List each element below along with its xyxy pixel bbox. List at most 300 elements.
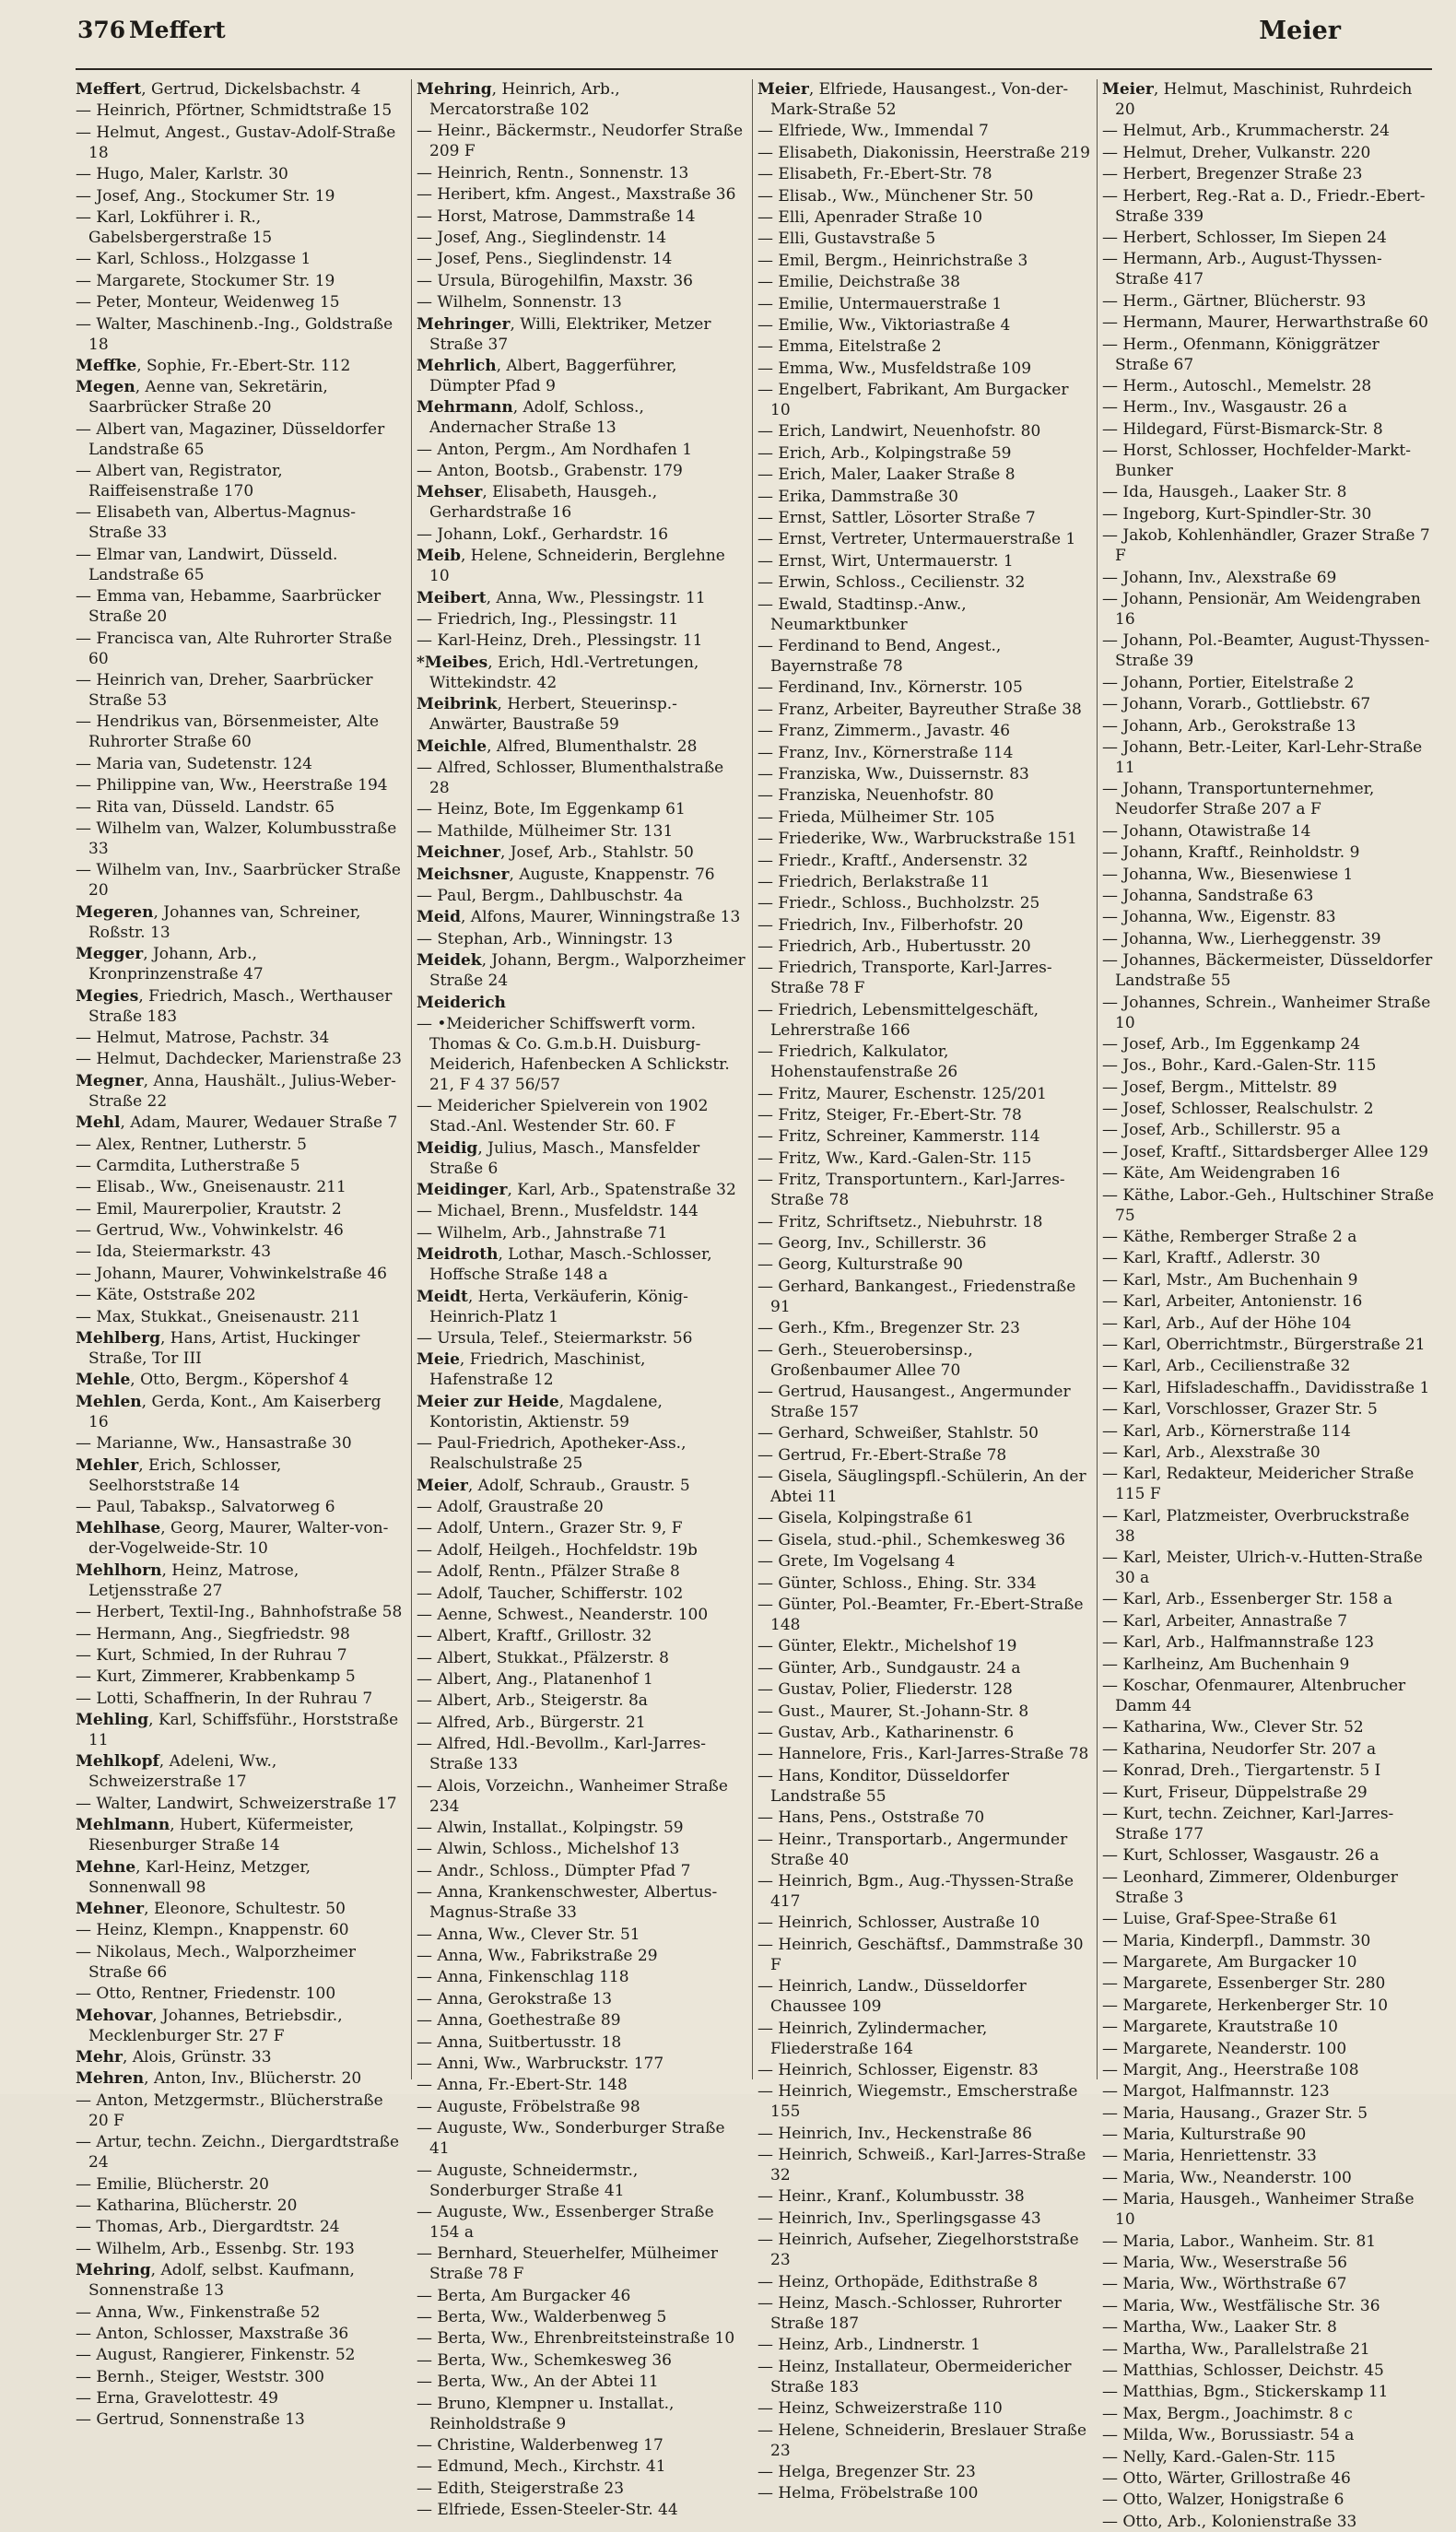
- directory-entry: — Ursula, Bürogehilfin, Maxstr. 36: [417, 271, 693, 290]
- directory-entry: Mehlhase, Georg, Maurer, Walter-von-der-Vogelweide-Str. 10: [76, 1519, 389, 1559]
- directory-entry: Mehlen, Gerda, Kont., Am Kaiserberg 16: [76, 1392, 382, 1431]
- directory-entry: — Herm., Autoschl., Memelstr. 28: [1102, 376, 1372, 395]
- directory-entry: — Karl, Vorschlosser, Grazer Str. 5: [1102, 1400, 1378, 1419]
- directory-entry: — Karl, Hifsladeschaffn., Davidisstraße 1: [1102, 1378, 1430, 1397]
- directory-entry: — Heinrich van, Dreher, Saarbrücker Straße 53: [76, 671, 373, 711]
- directory-entry: — Johannes, Schrein., Wanheimer Straße 10: [1102, 993, 1431, 1032]
- directory-entry: Meier, Adolf, Schraub., Graustr. 5: [417, 1476, 690, 1495]
- directory-entry: — Gertrud, Hausangest., Angermunder Straße 157: [757, 1382, 1071, 1421]
- directory-entry: — Bernhard, Steuerhelfer, Mülheimer Straße 78 F: [417, 2244, 719, 2284]
- directory-entry: — Andr., Schloss., Dümpter Pfad 7: [417, 1861, 691, 1880]
- directory-entry: — Gisela, Kolpingstraße 61: [757, 1509, 974, 1528]
- directory-entry: — Heinz, Arb., Lindnerstr. 1: [757, 2336, 981, 2355]
- directory-entry: — Karl, Arb., Körnerstraße 114: [1102, 1421, 1351, 1441]
- directory-entry: — Walter, Maschinenb.-Ing., Goldstraße 18: [76, 314, 393, 354]
- directory-entry: — Leonhard, Zimmerer, Oldenburger Straße 3: [1102, 1867, 1398, 1907]
- directory-entry: — Stephan, Arb., Winningstr. 13: [417, 929, 674, 948]
- directory-entry: — Adolf, Rentn., Pfälzer Straße 8: [417, 1562, 680, 1582]
- directory-entry: Mehner, Eleonore, Schultestr. 50: [76, 1900, 346, 1919]
- directory-entry: — Franz, Zimmerm., Javastr. 46: [757, 722, 1011, 741]
- directory-entry: — Anna, Gerokstraße 13: [417, 1989, 613, 2008]
- directory-entry: Megen, Aenne van, Sekretärin, Saarbrücker Straße 20: [76, 378, 328, 418]
- directory-entry: — Kurt, techn. Zeichner, Karl-Jarres-Straße 177: [1102, 1805, 1394, 1843]
- directory-entry: — Ferdinand to Bend, Angest., Bayernstraße 78: [757, 636, 1002, 676]
- directory-entry: — Matthias, Schlosser, Deichstr. 45: [1102, 2361, 1384, 2380]
- directory-entry: — Josef, Schlosser, Realschulstr. 2: [1102, 1100, 1374, 1119]
- directory-entry: — Ursula, Telef., Steiermarkstr. 56: [417, 1329, 693, 1348]
- directory-entry: — Anton, Metzgermstr., Blücherstraße 20 F: [76, 2090, 383, 2130]
- directory-entry: Meidek, Johann, Bergm., Walporzheimer Straße 24: [417, 951, 746, 991]
- directory-entry: — Karl, Oberrichtmstr., Bürgerstraße 21: [1102, 1335, 1426, 1354]
- directory-entry: — Friedrich, Arb., Hubertusstr. 20: [757, 937, 1031, 957]
- directory-entry: — Anna, Ww., Fabrikstraße 29: [417, 1947, 658, 1965]
- directory-entry: — Edith, Steigerstraße 23: [417, 2479, 625, 2498]
- directory-entry: Mehser, Elisabeth, Hausgeh., Gerhardstraße 16: [417, 483, 658, 523]
- directory-entry: — Helma, Fröbelstraße 100: [757, 2484, 979, 2503]
- directory-entry: — Anton, Schlosser, Maxstraße 36: [76, 2324, 349, 2343]
- directory-entry: — Gustav, Polier, Fliederstr. 128: [757, 1680, 1013, 1700]
- directory-entry: Mehring, Adolf, selbst. Kaufmann, Sonnenstraße 13: [76, 2261, 355, 2301]
- directory-entry: — Carmdita, Lutherstraße 5: [76, 1156, 300, 1175]
- directory-entry: — Maria, Ww., Westfälische Str. 36: [1102, 2296, 1380, 2315]
- directory-entry: Meie, Friedrich, Maschinist, Hafenstraße 12: [417, 1350, 646, 1390]
- directory-entry: — Elmar van, Landwirt, Düsseld. Landstraße 65: [76, 545, 338, 584]
- directory-entry: — Alwin, Schloss., Michelshof 13: [417, 1840, 680, 1859]
- directory-entry: Meffert, Gertrud, Dickelsbachstr. 4: [76, 80, 361, 99]
- directory-entry: — Koschar, Ofenmaurer, Altenbrucher Damm 44: [1102, 1677, 1406, 1716]
- directory-entry: — Käthe, Remberger Straße 2 a: [1102, 1228, 1357, 1247]
- directory-entry: — Johann, Pensionär, Am Weidengraben 16: [1102, 590, 1421, 630]
- directory-entry: Meibert, Anna, Ww., Plessingstr. 11: [417, 588, 706, 607]
- directory-entry: Mehren, Anton, Inv., Blücherstr. 20: [76, 2069, 362, 2089]
- directory-entry: — Heinz, Schweizerstraße 110: [757, 2399, 1003, 2419]
- directory-entry: Meier, Helmut, Maschinist, Ruhrdeich 20: [1102, 80, 1413, 119]
- directory-entry: — August, Rangierer, Finkenstr. 52: [76, 2346, 356, 2365]
- directory-entry: — Helene, Schneiderin, Breslauer Straße 23: [757, 2420, 1087, 2460]
- directory-entry: — Fritz, Ww., Kard.-Galen-Str. 115: [757, 1148, 1032, 1168]
- directory-entry: — Bruno, Klempner u. Installat., Reinholdstraße 9: [417, 2394, 675, 2433]
- directory-entry: — Heinrich, Landw., Düsseldorfer Chaussee 109: [757, 1977, 1027, 2017]
- directory-entry: Meier, Elfriede, Hausangest., Von-der-Mark-Straße 52: [757, 80, 1069, 119]
- directory-entry: — Anna, Finkenschlag 118: [417, 1968, 629, 1987]
- directory-entry: — Elisabeth, Diakonissin, Heerstraße 219: [757, 143, 1091, 162]
- directory-entry: — Alex, Rentner, Lutherstr. 5: [76, 1135, 307, 1154]
- directory-entry: — Elisab., Ww., Gneisenaustr. 211: [76, 1178, 346, 1197]
- directory-entry: Mehle, Otto, Bergm., Köpershof 4: [76, 1371, 349, 1390]
- directory-entry: — Otto, Arb., Kolonienstraße 33: [1102, 2512, 1357, 2531]
- directory-entry: Mehrlich, Albert, Baggerführer, Dümpter Pfad 9: [417, 356, 677, 395]
- directory-entry: — Karl, Kraftf., Adlerstr. 30: [1102, 1249, 1321, 1268]
- directory-entry: — Lotti, Schaffnerin, In der Ruhrau 7: [76, 1689, 373, 1708]
- directory-entry: — Franziska, Neuenhofstr. 80: [757, 786, 994, 806]
- directory-entry: — Auguste, Ww., Essenberger Straße 154 a: [417, 2202, 714, 2242]
- directory-entry: — Heinrich, Pförtner, Schmidtstraße 15: [76, 101, 393, 121]
- directory-entry: — Herm., Gärtner, Blücherstr. 93: [1102, 291, 1367, 311]
- directory-entry: — Emilie, Ww., Viktoriastraße 4: [757, 315, 1011, 335]
- directory-entry: — Peter, Monteur, Weidenweg 15: [76, 293, 340, 312]
- directory-entry: — Franziska, Ww., Duissernstr. 83: [757, 764, 1029, 783]
- directory-entry: — Friedrich, Kalkulator, Hohenstaufenstraße 26: [757, 1042, 958, 1082]
- directory-entry: — Martha, Ww., Parallelstraße 21: [1102, 2339, 1370, 2359]
- directory-entry: — Heinz, Bote, Im Eggenkamp 61: [417, 800, 686, 819]
- directory-entry: — Emil, Maurerpolier, Krautstr. 2: [76, 1199, 342, 1219]
- directory-entry: — Karl, Arb., Essenberger Str. 158 a: [1102, 1590, 1393, 1609]
- directory-entry: — Elfriede, Essen-Steeler-Str. 44: [417, 2501, 678, 2520]
- directory-entry: Meiderich: [417, 993, 506, 1012]
- directory-entry: Mehler, Erich, Schlosser, Seelhorststraße 14: [76, 1455, 282, 1495]
- directory-entry: — Josef, Ang., Sieglindenstr. 14: [417, 228, 667, 247]
- directory-entry: — Johann, Pol.-Beamter, August-Thyssen-Straße 39: [1102, 631, 1430, 671]
- directory-entry: — Wilhelm van, Inv., Saarbrücker Straße 20: [76, 861, 401, 901]
- directory-entry: — Emilie, Deichstraße 38: [757, 273, 960, 292]
- directory-entry: — Milda, Ww., Borussiastr. 54 a: [1102, 2426, 1355, 2445]
- directory-column-1: [76, 79, 405, 2430]
- directory-entry: — Herbert, Bregenzer Straße 23: [1102, 165, 1363, 184]
- directory-entry: Meichle, Alfred, Blumenthalstr. 28: [417, 736, 698, 756]
- directory-entry: — Emil, Bergm., Heinrichstraße 3: [757, 251, 1028, 270]
- directory-entry: Mehrmann, Adolf, Schloss., Andernacher Straße 13: [417, 398, 644, 438]
- directory-entry: Mehr, Alois, Grünstr. 33: [76, 2048, 272, 2067]
- directory-entry: — Anton, Pergm., Am Nordhafen 1: [417, 440, 693, 459]
- directory-entry: — Georg, Kulturstraße 90: [757, 1255, 963, 1275]
- directory-entry: — Karlheinz, Am Buchenhain 9: [1102, 1655, 1350, 1674]
- directory-entry: — Adolf, Heilgeh., Hochfeldstr. 19b: [417, 1540, 698, 1560]
- directory-entry: — Ernst, Wirt, Untermauerstr. 1: [757, 551, 1014, 571]
- directory-entry: — Auguste, Fröbelstraße 98: [417, 2097, 640, 2116]
- directory-entry: — Adolf, Graustraße 20: [417, 1497, 604, 1516]
- directory-entry: — Adolf, Taucher, Schifferstr. 102: [417, 1584, 684, 1603]
- directory-entry: — Heinrich, Inv., Sperlingsgasse 43: [757, 2208, 1041, 2228]
- directory-entry: — Johann, Kraftf., Reinholdstr. 9: [1102, 843, 1360, 863]
- directory-entry: — Anna, Suitbertusstr. 18: [417, 2032, 622, 2052]
- directory-entry: — Berta, Ww., Walderbenweg 5: [417, 2308, 667, 2327]
- directory-entry: Meidroth, Lothar, Masch.-Schlosser, Hoffsche Straße 148 a: [417, 1245, 712, 1285]
- directory-entry: Megies, Friedrich, Masch., Werthauser Straße 183: [76, 986, 393, 1026]
- directory-entry: — Herbert, Reg.-Rat a. D., Friedr.-Ebert-Straße 339: [1102, 186, 1426, 226]
- directory-entry: — Friedrich, Ing., Plessingstr. 11: [417, 610, 679, 630]
- directory-entry: — Helmut, Dachdecker, Marienstraße 23: [76, 1050, 402, 1069]
- directory-entry: — Johann, Maurer, Vohwinkelstraße 46: [76, 1264, 387, 1283]
- directory-entry: — Josef, Ang., Stockumer Str. 19: [76, 186, 335, 206]
- directory-entry: — Gisela, Säuglingspfl.-Schülerin, An der Abtei 11: [757, 1467, 1086, 1507]
- directory-entry: — Karl, Lokführer i. R., Gabelsbergerstraße 15: [76, 207, 273, 247]
- directory-entry: Meidt, Herta, Verkäuferin, König-Heinrich-Platz 1: [417, 1287, 688, 1326]
- directory-entry: — Christine, Walderbenweg 17: [417, 2436, 663, 2455]
- directory-entry: — Grete, Im Vogelsang 4: [757, 1552, 956, 1572]
- directory-entry: — Helga, Bregenzer Str. 23: [757, 2462, 976, 2481]
- directory-entry: — Josef, Kraftf., Sittardsberger Allee 129: [1102, 1142, 1428, 1161]
- directory-entry: — Emma, Ww., Musfeldstraße 109: [757, 359, 1032, 378]
- directory-entry: — Nikolaus, Mech., Walporzheimer Straße 66: [76, 1942, 356, 1982]
- header-rule: [76, 68, 1432, 70]
- directory-entry: — Johann, Vorarb., Gottliebstr. 67: [1102, 695, 1371, 714]
- directory-entry: — Horst, Matrose, Dammstraße 14: [417, 206, 696, 226]
- directory-entry: — Hugo, Maler, Karlstr. 30: [76, 165, 288, 184]
- directory-entry: — Konrad, Dreh., Tiergartenstr. 5 I: [1102, 1761, 1381, 1781]
- directory-entry: — Heinrich, Bgm., Aug.-Thyssen-Straße 417: [757, 1871, 1074, 1911]
- directory-entry: Meier zur Heide, Magdalene, Kontoristin, Aktienstr. 59: [417, 1392, 663, 1431]
- directory-entry: — Hermann, Ang., Siegfriedstr. 98: [76, 1624, 350, 1643]
- directory-entry: — Berta, Ww., An der Abtei 11: [417, 2373, 659, 2392]
- directory-entry: — Erika, Dammstraße 30: [757, 487, 958, 506]
- directory-entry: — Fritz, Schreiner, Kammerstr. 114: [757, 1127, 1040, 1147]
- directory-entry: — Friedrich, Berlakstraße 11: [757, 872, 991, 891]
- directory-entry: — Erich, Arb., Kolpingstraße 59: [757, 443, 1012, 463]
- directory-entry: — Heinrich, Rentn., Sonnenstr. 13: [417, 163, 689, 183]
- directory-entry: Mehlkopf, Adeleni, Ww., Schweizerstraße 17: [76, 1752, 277, 1792]
- directory-entry: — Nelly, Kard.-Galen-Str. 115: [1102, 2447, 1336, 2467]
- directory-entry: — Maria, Labor., Wanheim. Str. 81: [1102, 2232, 1377, 2251]
- directory-entry: — Günter, Pol.-Beamter, Fr.-Ebert-Straße 148: [757, 1596, 1084, 1635]
- directory-entry: — Friedrich, Transporte, Karl-Jarres-Straße 78 F: [757, 959, 1052, 998]
- directory-entry: — Karl, Arbeiter, Antonienstr. 16: [1102, 1292, 1363, 1312]
- directory-entry: — Max, Stukkat., Gneisenaustr. 211: [76, 1307, 361, 1326]
- directory-entry: — Katharina, Ww., Clever Str. 52: [1102, 1718, 1364, 1737]
- directory-entry: — Ingeborg, Kurt-Spindler-Str. 30: [1102, 504, 1372, 524]
- directory-entry: Mehling, Karl, Schiffsführ., Horststraße 11: [76, 1711, 399, 1750]
- directory-entry: — Franz, Inv., Körnerstraße 114: [757, 743, 1014, 762]
- directory-entry: — Johanna, Sandstraße 63: [1102, 886, 1314, 905]
- directory-entry: — Heinrich, Geschäftsf., Dammstraße 30 F: [757, 1935, 1084, 1974]
- directory-entry: — Heinrich, Schlosser, Eigenstr. 83: [757, 2060, 1039, 2079]
- directory-entry: — Hans, Pens., Oststraße 70: [757, 1808, 985, 1828]
- directory-entry: — Katharina, Blücherstr. 20: [76, 2196, 298, 2215]
- directory-entry: Mehl, Adam, Maurer, Wedauer Straße 7: [76, 1113, 398, 1133]
- directory-entry: Megeren, Johannes van, Schreiner, Roßstr. 13: [76, 902, 361, 942]
- directory-entry: Meid, Alfons, Maurer, Winningstraße 13: [417, 908, 741, 927]
- directory-entry: — Elisabeth van, Albertus-Magnus-Straße 33: [76, 503, 356, 543]
- directory-entry: — Luise, Graf-Spee-Straße 61: [1102, 1910, 1339, 1929]
- directory-entry: — Wilhelm, Arb., Essenbg. Str. 193: [76, 2239, 355, 2258]
- directory-entry: — Gerh., Kfm., Bregenzer Str. 23: [757, 1319, 1020, 1338]
- directory-entry: — Ewald, Stadtinsp.-Anw., Neumarktbunker: [757, 595, 967, 634]
- directory-entry: — Katharina, Neudorfer Str. 207 a: [1102, 1739, 1377, 1759]
- directory-entry: — Heinrich, Inv., Heckenstraße 86: [757, 2124, 1032, 2143]
- directory-entry: — Albert, Kraftf., Grillostr. 32: [417, 1627, 652, 1646]
- directory-entry: — Herbert, Textil-Ing., Bahnhofstraße 58: [76, 1603, 403, 1622]
- directory-entry: Mehlmann, Hubert, Küfermeister, Riesenburger Straße 14: [76, 1816, 355, 1855]
- directory-entry: — Erich, Maler, Laaker Straße 8: [757, 465, 1016, 485]
- directory-entry: Meffke, Sophie, Fr.-Ebert-Str. 112: [76, 356, 351, 375]
- directory-entry: — Engelbert, Fabrikant, Am Burgacker 10: [757, 381, 1069, 420]
- directory-entry: — Bernh., Steiger, Weststr. 300: [76, 2367, 324, 2386]
- directory-entry: — Albert van, Registrator, Raiffeisenstraße 170: [76, 462, 283, 501]
- directory-entry: — Ferdinand, Inv., Körnerstr. 105: [757, 678, 1023, 698]
- directory-entry: — Emma van, Hebamme, Saarbrücker Straße 20: [76, 587, 382, 627]
- directory-entry: — Maria, Hausang., Grazer Str. 5: [1102, 2103, 1368, 2123]
- directory-entry: — Emma, Eitelstraße 2: [757, 337, 942, 357]
- directory-entry: — Walter, Landwirt, Schweizerstraße 17: [76, 1794, 397, 1813]
- directory-entry: — Maria, Ww., Neanderstr. 100: [1102, 2168, 1352, 2187]
- directory-entry: — Philippine van, Ww., Heerstraße 194: [76, 776, 388, 795]
- directory-entry: — Hans, Konditor, Düsseldorfer Landstraße 55: [757, 1766, 1009, 1806]
- directory-entry: — Johannes, Bäckermeister, Düsseldorfer Landstraße 55: [1102, 951, 1433, 991]
- directory-entry: — Margit, Ang., Heerstraße 108: [1102, 2060, 1359, 2079]
- directory-entry: — Elfriede, Ww., Immendal 7: [757, 122, 989, 141]
- directory-entry: — Johanna, Ww., Eigenstr. 83: [1102, 908, 1336, 927]
- directory-entry: — Elli, Apenrader Straße 10: [757, 207, 983, 227]
- directory-entry: — Hildegard, Fürst-Bismarck-Str. 8: [1102, 419, 1383, 439]
- directory-entry: — Anton, Bootsb., Grabenstr. 179: [417, 462, 683, 481]
- directory-entry: — Elisabeth, Fr.-Ebert-Str. 78: [757, 165, 992, 184]
- directory-entry: — Fritz, Schriftsetz., Niebuhrstr. 18: [757, 1212, 1043, 1231]
- directory-entry: — Paul, Tabaksp., Salvatorweg 6: [76, 1497, 335, 1516]
- directory-entry: — Johann, Arb., Gerokstraße 13: [1102, 716, 1356, 736]
- directory-entry: — Ernst, Sattler, Lösorter Straße 7: [757, 509, 1036, 528]
- directory-entry: — Josef, Arb., Im Eggenkamp 24: [1102, 1034, 1361, 1054]
- directory-entry: Megner, Anna, Haushält., Julius-Weber-Straße 22: [76, 1071, 396, 1111]
- directory-entry: Meib, Helene, Schneiderin, Berglehne 10: [417, 547, 725, 586]
- directory-entry: — Josef, Pens., Sieglindenstr. 14: [417, 250, 673, 269]
- directory-entry: — Kurt, Friseur, Düppelstraße 29: [1102, 1783, 1368, 1802]
- directory-entry: — Heribert, kfm. Angest., Maxstraße 36: [417, 185, 736, 205]
- directory-entry: — Johanna, Ww., Lierheggenstr. 39: [1102, 929, 1381, 948]
- directory-column-3: [757, 79, 1091, 2503]
- directory-entry: — Johann, Betr.-Leiter, Karl-Lehr-Straße 11: [1102, 737, 1423, 777]
- directory-entry: — Rita van, Düsseld. Landstr. 65: [76, 797, 335, 817]
- directory-entry: Mehlberg, Hans, Artist, Huckinger Straße, Tor III: [76, 1329, 360, 1369]
- directory-entry: — Ida, Hausgeh., Laaker Str. 8: [1102, 483, 1347, 502]
- directory-entry: Meidig, Julius, Masch., Mansfelder Straße 6: [417, 1138, 700, 1178]
- directory-entry: — Herm., Ofenmann, Königgrätzer Straße 67: [1102, 335, 1380, 374]
- directory-entry: — Thomas, Arb., Diergardtstr. 24: [76, 2218, 340, 2237]
- directory-entry: — Alfred, Hdl.-Bevollm., Karl-Jarres-Straße 133: [417, 1735, 707, 1774]
- directory-entry: — Otto, Walzer, Honigstraße 6: [1102, 2491, 1344, 2510]
- directory-entry: — Aenne, Schwest., Neanderstr. 100: [417, 1605, 709, 1624]
- directory-entry: — Heinz, Installateur, Obermeidericher Straße 183: [757, 2357, 1072, 2397]
- directory-entry: — Heinrich, Schlosser, Austraße 10: [757, 1914, 1040, 1933]
- directory-entry: Mehlhorn, Heinz, Matrose, Letjensstraße 27: [76, 1560, 299, 1600]
- directory-entry: — Josef, Arb., Schillerstr. 95 a: [1102, 1121, 1341, 1140]
- running-head-left: Meffert: [129, 17, 226, 43]
- directory-entry: — Helmut, Angest., Gustav-Adolf-Straße 18: [76, 123, 396, 162]
- directory-entry: — Fritz, Maurer, Eschenstr. 125/201: [757, 1084, 1047, 1103]
- directory-entry: — Gertrud, Ww., Vohwinkelstr. 46: [76, 1221, 344, 1241]
- directory-entry: — Käthe, Labor.-Geh., Hultschiner Straße 75: [1102, 1185, 1435, 1225]
- directory-entry: — Paul-Friedrich, Apotheker-Ass., Realschulstraße 25: [417, 1434, 687, 1474]
- directory-entry: Mehovar, Johannes, Betriebsdir., Mecklenburger Str. 27 F: [76, 2006, 343, 2045]
- directory-entry: — Wilhelm, Sonnenstr. 13: [417, 293, 622, 312]
- directory-entry: — Gertrud, Sonnenstraße 13: [76, 2410, 305, 2430]
- directory-entry: — Maria, Henriettenstr. 33: [1102, 2147, 1317, 2166]
- directory-entry: — Jakob, Kohlenhändler, Grazer Straße 7 F: [1102, 526, 1430, 566]
- directory-entry: — Karl, Mstr., Am Buchenhain 9: [1102, 1270, 1358, 1290]
- directory-entry: — Helmut, Arb., Krummacherstr. 24: [1102, 122, 1390, 141]
- directory-entry: — Horst, Schlosser, Hochfelder-Markt-Bunker: [1102, 442, 1411, 481]
- directory-entry: — Erwin, Schloss., Cecilienstr. 32: [757, 573, 1026, 593]
- directory-entry: — Karl, Arb., Halfmannstraße 123: [1102, 1633, 1375, 1653]
- directory-entry: — Johann, Lokf., Gerhardstr. 16: [417, 524, 669, 544]
- directory-entry: — Emilie, Untermauerstraße 1: [757, 294, 1003, 313]
- directory-entry: — Karl, Redakteur, Meidericher Straße 115 F: [1102, 1465, 1415, 1504]
- directory-entry: — Wilhelm, Arb., Jahnstraße 71: [417, 1223, 668, 1242]
- directory-entry: — Günter, Schloss., Ehing. Str. 334: [757, 1573, 1037, 1593]
- directory-entry: — Johann, Inv., Alexstraße 69: [1102, 568, 1337, 587]
- directory-entry: — Anna, Ww., Clever Str. 51: [417, 1925, 640, 1944]
- directory-entry: Megger, Johann, Arb., Kronprinzenstraße 47: [76, 945, 264, 984]
- directory-entry: — Heinr., Bäckermstr., Neudorfer Straße 209 F: [417, 122, 744, 161]
- directory-entry: — Herbert, Schlosser, Im Siepen 24: [1102, 228, 1387, 247]
- directory-entry: — Auguste, Schneidermstr., Sonderburger Straße 41: [417, 2161, 639, 2200]
- directory-entry: — Marianne, Ww., Hansastraße 30: [76, 1434, 352, 1454]
- directory-entry: — Alois, Vorzeichn., Wanheimer Straße 234: [417, 1776, 728, 1816]
- directory-entry: — Elli, Gustavstraße 5: [757, 230, 936, 249]
- column-divider: [752, 79, 753, 2079]
- directory-entry: — Frieda, Mülheimer Str. 105: [757, 807, 995, 827]
- directory-entry: — Günter, Arb., Sundgaustr. 24 a: [757, 1658, 1021, 1678]
- directory-entry: — Matthias, Bgm., Stickerskamp 11: [1102, 2383, 1389, 2402]
- directory-entry: — Heinrich, Schweiß., Karl-Jarres-Straße 32: [757, 2146, 1086, 2185]
- directory-entry: — Karl, Schloss., Holzgasse 1: [76, 250, 311, 269]
- directory-entry: — Edmund, Mech., Kirchstr. 41: [417, 2457, 666, 2477]
- directory-entry: — Berta, Ww., Ehrenbreitsteinstraße 10: [417, 2329, 735, 2349]
- directory-entry: — Alwin, Installat., Kolpingstr. 59: [417, 1819, 684, 1838]
- directory-entry: — Heinz, Masch.-Schlosser, Ruhrorter Straße 187: [757, 2294, 1062, 2334]
- directory-entry: Meidinger, Karl, Arb., Spatenstraße 32: [417, 1181, 736, 1200]
- directory-entry: — Emilie, Blücherstr. 20: [76, 2174, 269, 2194]
- directory-entry: — Mathilde, Mülheimer Str. 131: [417, 821, 674, 841]
- directory-entry: — Ida, Steiermarkstr. 43: [76, 1242, 272, 1262]
- directory-column-2: [417, 79, 746, 2520]
- directory-entry: — Georg, Inv., Schillerstr. 36: [757, 1233, 987, 1253]
- directory-entry: — Karl, Arb., Alexstraße 30: [1102, 1443, 1321, 1462]
- directory-entry: — Hannelore, Fris., Karl-Jarres-Straße 78: [757, 1745, 1089, 1764]
- directory-entry: — Francisca van, Alte Ruhrorter Straße 60: [76, 629, 393, 668]
- directory-entry: — Heinrich, Aufseher, Ziegelhorststraße 23: [757, 2231, 1079, 2270]
- directory-entry: — Kurt, Zimmerer, Krabbenkamp 5: [76, 1667, 356, 1687]
- directory-entry: Meichsner, Auguste, Knappenstr. 76: [417, 865, 715, 884]
- directory-entry: — Ernst, Vertreter, Untermauerstraße 1: [757, 530, 1076, 549]
- directory-entry: Meibrink, Herbert, Steuerinsp.-Anwärter, Baustraße 59: [417, 695, 677, 735]
- directory-entry: — Anna, Krankenschwester, Albertus-Magnus-Straße 33: [417, 1883, 718, 1923]
- directory-entry: — Karl-Heinz, Dreh., Plessingstr. 11: [417, 631, 703, 651]
- directory-entry: — Maria, Ww., Wörthstraße 67: [1102, 2275, 1347, 2294]
- directory-entry: — Maria, Kulturstraße 90: [1102, 2126, 1307, 2145]
- directory-entry: — Karl, Arbeiter, Annastraße 7: [1102, 1611, 1348, 1631]
- directory-entry: — Margarete, Krautstraße 10: [1102, 2018, 1338, 2037]
- directory-entry: — Margarete, Essenberger Str. 280: [1102, 1974, 1386, 1994]
- page-number: 376: [77, 17, 126, 43]
- directory-entry: Meichner, Josef, Arb., Stahlstr. 50: [417, 843, 694, 863]
- directory-entry: — Michael, Brenn., Musfeldstr. 144: [417, 1202, 699, 1221]
- directory-entry: — Max, Bergm., Joachimstr. 8 c: [1102, 2404, 1353, 2423]
- directory-entry: — Fritz, Steiger, Fr.-Ebert-Str. 78: [757, 1106, 1022, 1125]
- directory-entry: — Johann, Transportunternehmer, Neudorfer Straße 207 a F: [1102, 780, 1375, 819]
- column-divider: [1097, 79, 1098, 2079]
- directory-entry: — Margarete, Neanderstr. 100: [1102, 2039, 1347, 2058]
- directory-entry: — Martha, Ww., Laaker Str. 8: [1102, 2318, 1337, 2338]
- directory-entry: — Karl, Arb., Auf der Höhe 104: [1102, 1313, 1352, 1333]
- directory-entry: — Elisab., Ww., Münchener Str. 50: [757, 186, 1034, 206]
- directory-entry: — Anna, Goethestraße 89: [417, 2011, 621, 2031]
- directory-entry: — Friederike, Ww., Warbruckstraße 151: [757, 830, 1077, 849]
- directory-entry: — Auguste, Ww., Sonderburger Straße 41: [417, 2119, 725, 2159]
- directory-entry: — Gisela, stud.-phil., Schemkesweg 36: [757, 1530, 1065, 1549]
- directory-entry: — Gustav, Arb., Katharinenstr. 6: [757, 1724, 1015, 1742]
- directory-entry: — Friedr., Schloss., Buchholzstr. 25: [757, 894, 1040, 913]
- directory-entry: *Meibes, Erich, Hdl.-Vertretungen, Wittekindstr. 42: [417, 653, 699, 692]
- directory-entry: — Hendrikus van, Börsenmeister, Alte Ruhrorter Straße 60: [76, 712, 380, 752]
- directory-entry: — Meidericher Spielverein von 1902 Stad.-Anl. Westender Str. 60. F: [417, 1097, 709, 1136]
- directory-entry: — Karl, Platzmeister, Overbruckstraße 38: [1102, 1506, 1410, 1546]
- directory-entry: — •Meidericher Schiffswerft vorm. Thomas & Co. G.m.b.H. Duisburg-Meiderich, Hafenbecken A Schlickstr. 21, F 4 37 56/57: [417, 1014, 730, 1094]
- directory-entry: — Karl, Meister, Ulrich-v.-Hutten-Straße 30 a: [1102, 1549, 1423, 1588]
- directory-entry: — Gerhard, Bankangest., Friedenstraße 91: [757, 1277, 1076, 1316]
- directory-entry: — Gerh., Steuerobersinsp., Großenbaumer Allee 70: [757, 1340, 973, 1380]
- directory-entry: — Heinr., Kranf., Kolumbusstr. 38: [757, 2187, 1025, 2207]
- directory-entry: — Fritz, Transportuntern., Karl-Jarres-Straße 78: [757, 1171, 1065, 1210]
- directory-entry: — Berta, Am Burgacker 46: [417, 2286, 631, 2305]
